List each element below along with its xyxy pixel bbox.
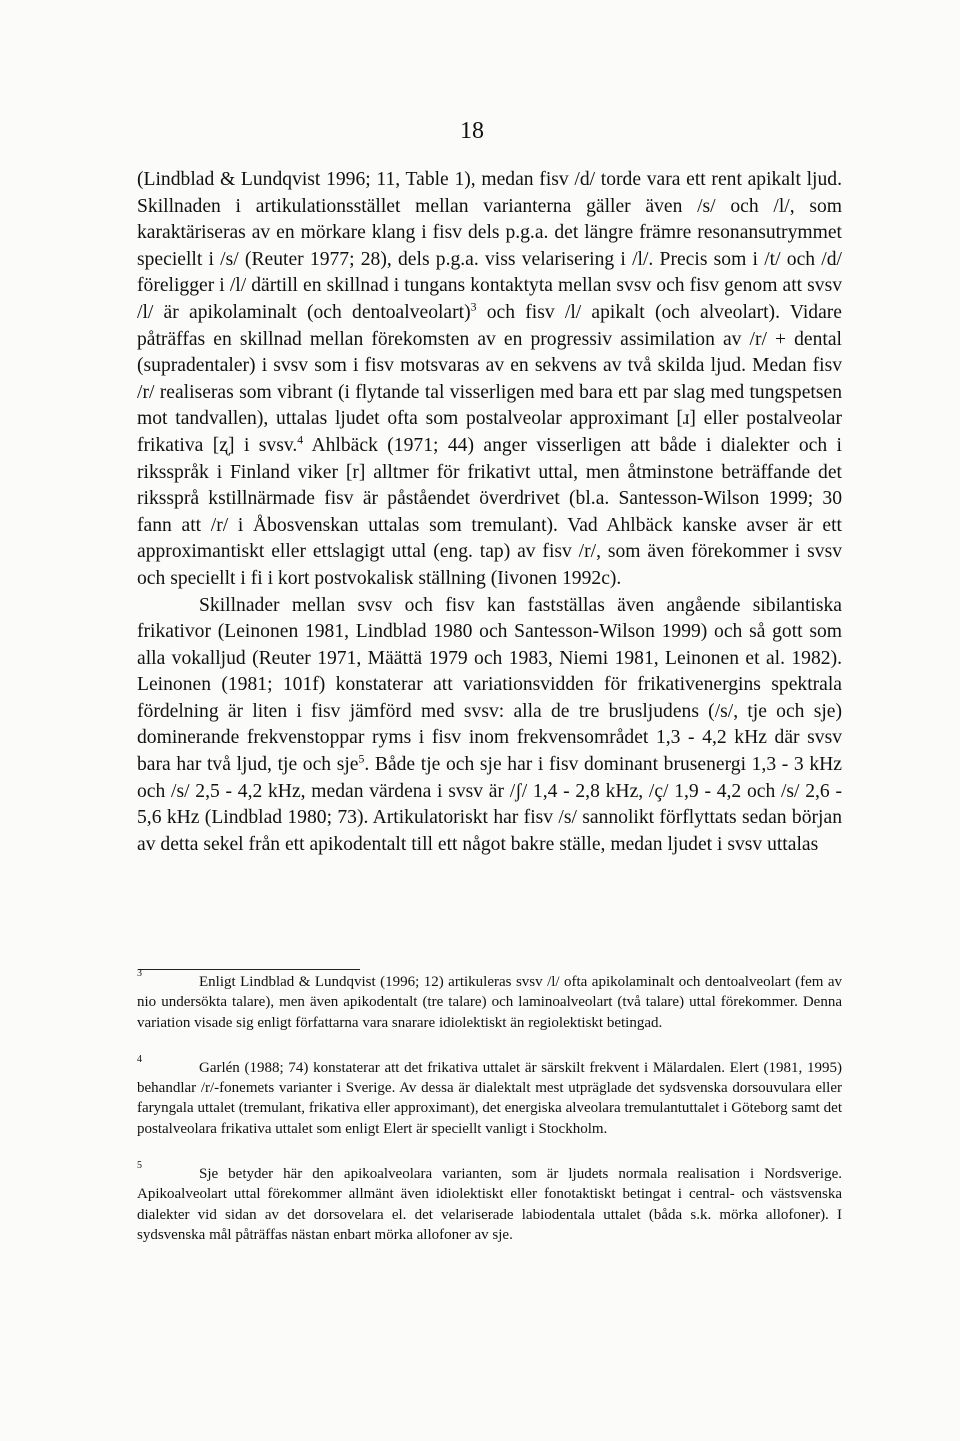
footnote-ref-4: 4 xyxy=(297,433,304,447)
footnote-5: 5 Sje betyder här den apikoalveolara varianten, som är ljudets normala realisation i Nordsverige. Apikoalveolart uttal förekommer allmänt även idiolektiskt eller fonotaktiskt betingat i central- och västsvenska dialekter vid sidan av det dorsovelara el. det velariserade labiodentala uttalet (båda s.k. mörka allofoner). I sydsvenska mål påträffas nästan enbart mörka allofoner av sje. xyxy=(137,1160,842,1243)
footnote-ref-3: 3 xyxy=(470,300,477,314)
paragraph-1: (Lindblad & Lundqvist 1996; 11, Table 1), medan fisv /d/ torde vara ett rent apikalt ljud. Skillnaden i artikulationsstället mellan varianterna gäller även /s/ och /l/, som karaktäriseras av en mörkare klang i fisv dels p.g.a. det längre främre resonansutrymmet speciellt i /s/ (Reuter 1977; 28), dels p.g.a. viss velarisering i /l/. Precis som i /t/ och /d/ föreligger i /l/ därtill en skillnad i tungans kontaktyta mellan svsv och fisv genom att svsv /l/ är apikolaminalt (och dentoalveolart)$^3$ och fisv /l/ apikalt (och alveolart). Vidare påträffas en skillnad mellan förekomsten av en progressiv assimilation av /r/ + dental (supradentaler) i svsv som i fisv motsvaras av en sekvens av två skilda ljud. Medan fisv /r/ realiseras som vibrant (i flytande tal visserligen med bara ett par slag med tungspetsen mot tandvallen), uttalas ljudet ofta som postalveolar approximant [ɹ] eller postalveolar frikativa [ʐ] i svsv.$^4$ Ahlbäck (1971; 44) anger visserligen att både i dialekter och i riksspråk i Finland viker [r] alltmer för frikativt uttal, men åtminstone beträffande det rikssprå kstillnärmade fisv är påståendet överdrivet (bl.a. Santesson-Wilson 1999; 30 fann att /r/ i Åbosvenskan uttalas som tremulant). Vad Ahlbäck kanske avser är ett approximantiskt eller ettslagigt uttal (eng. tap) av fisv /r/, som även förekommer i svsv och speciellt i fi i kort postvokalisk ställning (Iivonen 1992c). xyxy=(137,169,842,589)
page-number: 18 xyxy=(460,118,484,144)
paragraph-2: Skillnader mellan svsv och fisv kan fastställas även angående sibilantiska frikativor (Leinonen 1981, Lindblad 1980 och Santesson-Wilson 1999) och så gott som alla vokalljud (Reuter 1971, Määttä 1979 och 1983, Niemi 1981, Leinonen et al. 1982). Leinonen (1981; 101f) konstaterar att variationsvidden för frikativenergins spektrala fördelning är liten i fisv jämförd med svsv: alla de tre brusljudens (/s/, tje och sje) dominerande frekvenstoppar ryms i fisv inom frekvensområdet 1,3 - 4,2 kHz där svsv bara har två ljud, tje och sje$^5$. Både tje och sje har i fisv dominant brusenergi 1,3 - 3 kHz och /s/ 2,5 - 4,2 kHz, medan värdena i svsv är /ʃ/ 1,4 - 2,8 kHz, /ç/ 1,9 - 4,2 och /s/ 2,6 - 5,6 kHz (Lindblad 1980; 73). Artikulatoriskt har fisv /s/ sannolikt förflyttats sedan början av detta sekel från ett apikodentalt till ett något bakre ställe, medan ljudet i svsv uttalas xyxy=(137,594,842,855)
footnote-separator xyxy=(138,969,360,970)
body-text xyxy=(137,167,842,858)
footnote-3: 3 Enligt Lindblad & Lundqvist (1996; 12) artikuleras svsv /l/ ofta apikolaminalt och dentoalveolart (fem av nio undersökta talare), men även apikodentalt (tre talare) och laminoalveolart (två talare) uttal förekommer. Denna variation visade sig enligt författarna vara snarare idiolektiskt än regiolektiskt betingad. xyxy=(137,968,842,1031)
footnotes xyxy=(137,968,842,1270)
footnote-4: 4 Garlén (1988; 74) konstaterar att det frikativa uttalet är särskilt frekvent i Mälardalen. Elert (1981, 1995) behandlar /r/-fonemets varianter i Sverige. Av dessa är dialektalt mest utpräglade det sydsvenska dorsouvulara eller faryngala uttalet (tremulant, frikativa eller approximant), det energiska alveolara tremulantuttalet i Göteborg samt det postalveolara frikativa uttalet som enligt Elert är speciellt vanligt i Stockholm. xyxy=(137,1053,842,1137)
footnote-ref-5: 5 xyxy=(358,752,365,766)
